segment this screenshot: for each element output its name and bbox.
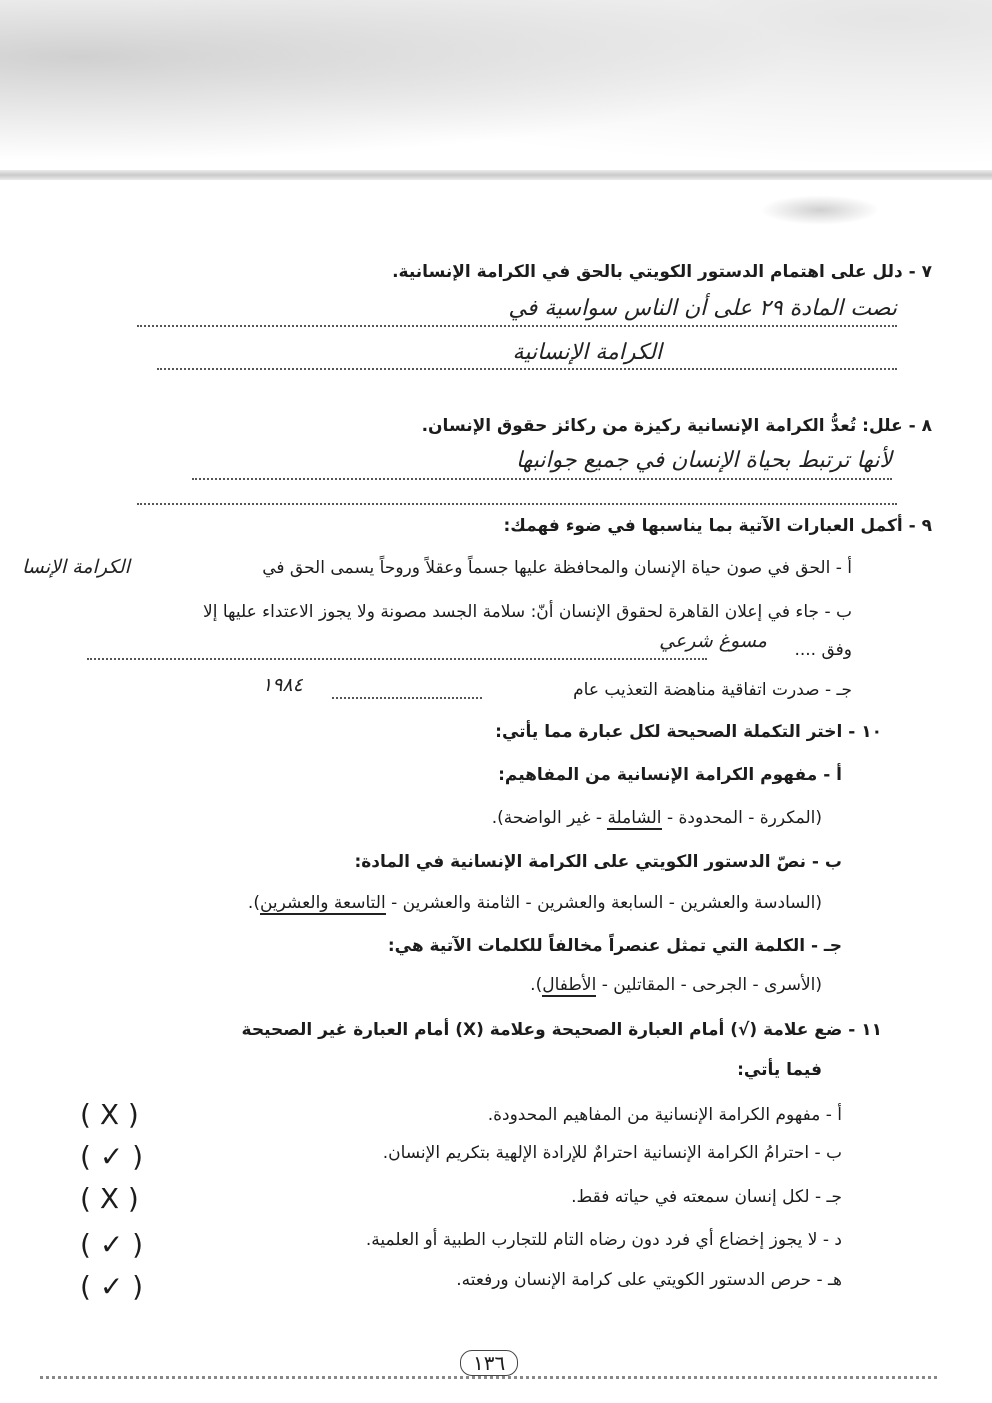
q10-options-b-selected: التاسعة والعشرين: [259, 893, 386, 913]
question-11-cont: فيما يأتي:: [737, 1060, 822, 1080]
q9-answer-a: الكرامة الإنسا: [22, 556, 130, 578]
q10-options-a-pre: (المكررة - المحدودة -: [661, 808, 822, 828]
question-11: ١١ - ضع علامة (√) أمام العبارة الصحيحة وعلامة (X) أمام العبارة غير الصحيحة: [241, 1020, 882, 1040]
question-7: ٧ - دلل على اهتمام الدستور الكويتي بالحق في الكرامة الإنسانية.: [392, 262, 932, 282]
q11-mark-e: ( ✓ ): [80, 1270, 144, 1303]
q11-item-e: هـ - حرص الدستور الكويتي على كرامة الإنسان ورفعته.: [456, 1270, 842, 1290]
scan-smudge: [760, 195, 880, 225]
q10-options-b: [248, 893, 822, 913]
q10-options-c-post: ).: [530, 975, 543, 995]
question-9: ٩ - أكمل العبارات الآتية بما يناسبها في ضوء فهمك:: [503, 516, 932, 536]
q11-mark-c: ( X ): [80, 1182, 139, 1215]
q9-dotted-line-b: [87, 658, 707, 660]
q7-dotted-line-2: [157, 368, 897, 370]
scan-shadow-top: [0, 0, 992, 190]
q10-item-a: أ - مفهوم الكرامة الإنسانية من المفاهيم:: [498, 765, 842, 785]
q10-options-a-selected: الشاملة: [607, 808, 662, 828]
q10-item-b: ب - نصّ الدستور الكويتي على الكرامة الإنسانية في المادة:: [354, 852, 842, 872]
q7-answer-line-2: الكرامة الإنسانية: [512, 340, 662, 365]
q7-dotted-line-1: [137, 325, 897, 327]
q9-item-a: أ - الحق في صون حياة الإنسان والمحافظة عليها جسماً وعقلاً وروحاً يسمى الحق في: [262, 558, 852, 578]
q11-item-c: جـ - لكل إنسان سمعته في حياته فقط.: [571, 1187, 842, 1207]
q9-dotted-line-c: [332, 697, 482, 699]
question-10: ١٠ - اختر التكملة الصحيحة لكل عبارة مما يأتي:: [495, 722, 882, 742]
q10-options-a: [492, 808, 822, 828]
q11-mark-d: ( ✓ ): [80, 1228, 144, 1261]
q9-item-b: ب - جاء في إعلان القاهرة لحقوق الإنسان أنّ: سلامة الجسد مصونة ولا يجوز الاعتداء عليها إلا: [203, 602, 852, 622]
q8-answer: لأنها ترتبط بحياة الإنسان في جميع جوانبها: [515, 448, 892, 473]
q10-options-a-post: - غير الواضحة).: [491, 808, 608, 828]
q9-answer-c: ١٩٨٤: [262, 674, 303, 696]
q9-item-c: جـ - صدرت اتفاقية مناهضة التعذيب عام: [573, 680, 852, 700]
q9-answer-b: مسوغ شرعي: [659, 630, 767, 652]
q11-mark-a: ( X ): [80, 1098, 139, 1131]
q10-options-b-post: ).: [247, 893, 260, 913]
q11-mark-b: ( ✓ ): [80, 1140, 144, 1173]
q11-item-a: أ - مفهوم الكرامة الإنسانية من المفاهيم المحدودة.: [487, 1105, 842, 1125]
scan-fold-line: [0, 170, 992, 180]
q8-dotted-line-1: [192, 478, 892, 480]
q8-dotted-line-2: [137, 503, 897, 505]
page-bottom-rule: [40, 1376, 940, 1379]
q7-answer-line-1: نصت المادة ٢٩ على أن الناس سواسية في: [508, 296, 897, 321]
q11-item-b: ب - احترامُ الكرامة الإنسانية احترامٌ للإرادة الإلهية بتكريم الإنسان.: [382, 1143, 842, 1163]
q11-item-d: د - لا يجوز إخضاع أي فرد دون رضاه التام للتجارب الطبية أو العلمية.: [365, 1230, 842, 1250]
q10-item-c: جـ - الكلمة التي تمثل عنصراً مخالفاً للكلمات الآتية هي:: [387, 936, 842, 956]
page-number: ١٣٦: [460, 1350, 518, 1376]
question-8: ٨ - علل: تُعدُّ الكرامة الإنسانية ركيزة من ركائز حقوق الإنسان.: [421, 416, 932, 436]
q10-options-c-pre: (الأسرى - الجرحى - المقاتلين -: [596, 975, 822, 995]
q10-options-c: [530, 975, 822, 995]
q10-options-b-pre: (السادسة والعشرين - السابعة والعشرين - الثامنة والعشرين -: [385, 893, 822, 913]
q9-item-b-cont: وفق ....: [794, 640, 852, 660]
q10-options-c-selected: الأطفال: [542, 975, 597, 995]
